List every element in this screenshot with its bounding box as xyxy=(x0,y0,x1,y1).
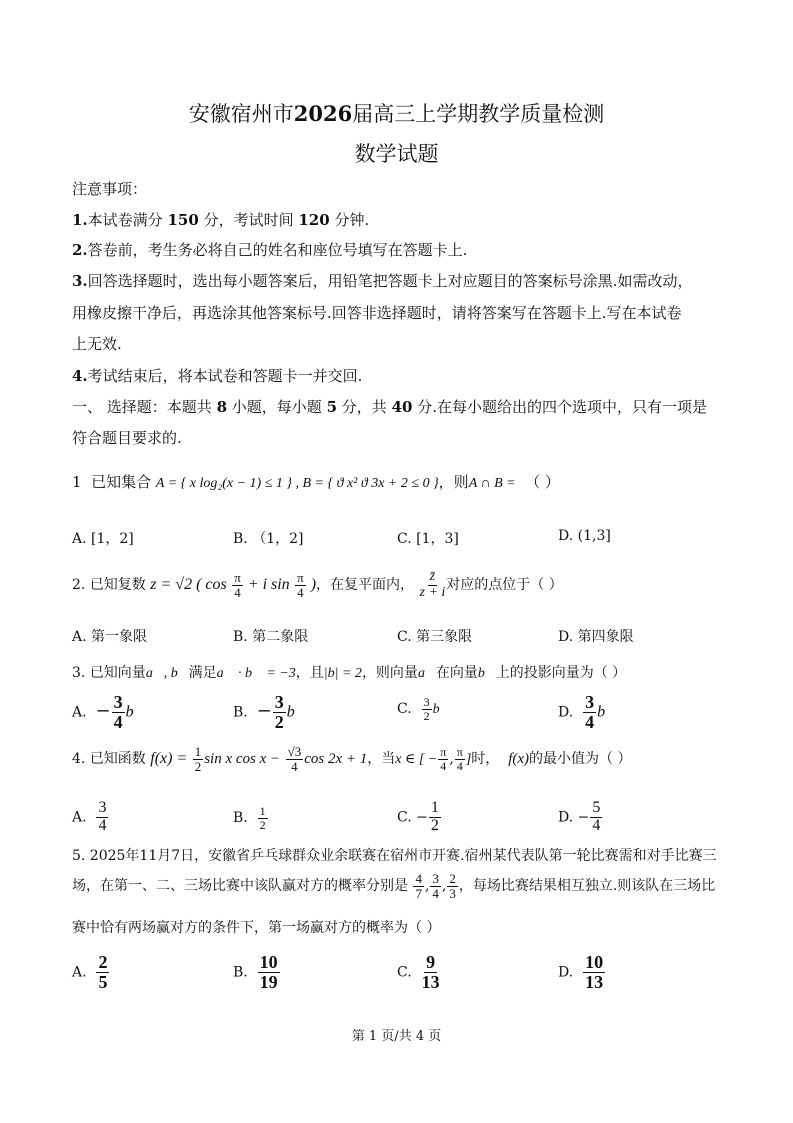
question-1-stem: 1 已知集合 A = { x log₂(x − 1) ≤ 1 } , B = { ϑ x² ϑ 3x + 2 ≤ 0 }，则A ∩ B = （ ） xyxy=(72,473,560,491)
q1-option-d: D. (1,3] xyxy=(558,528,611,544)
q1-option-b: B. （1，2] xyxy=(233,531,304,547)
notes-heading: 注意事项： xyxy=(72,180,148,198)
question-5-line-2: 场，在第一、二、三场比赛中该队赢对方的概率分别是 $\frac{4}{7}$ , $\frac{3}{4}$ , $\frac{2}{3}$ ，每场比赛结果相互独立.则该队在三场比 xyxy=(72,871,716,901)
note-3-line-3: 上无效. xyxy=(72,335,122,353)
q4-option-d: D. − $\frac{5}{4}$ xyxy=(558,799,601,834)
q1-option-c: C. [1，3] xyxy=(397,531,459,547)
note-1: 1.本试卷满分 150 分，考试时间 120 分钟. xyxy=(72,211,370,229)
exam-subtitle: 数学试题 xyxy=(354,142,439,166)
question-3-stem: 3. 已知向量a⃗, b⃗满足a⃗ · b⃗ = −3，且|b| = 2，则向量a⃗在向量b⃗上的投影向量为（ ） xyxy=(72,665,627,681)
q2-option-b: B. 第二象限 xyxy=(233,629,309,645)
q1-sets: A = { x log₂(x − 1) ≤ 1 } , B = { ϑ x² ϑ 3x + 2 ≤ 0 } xyxy=(155,476,439,491)
q5-option-d: D. $\frac{10}{13}$ xyxy=(558,952,604,992)
section-1-header-line-2: 符合题目要求的. xyxy=(72,429,182,447)
q4-option-a: A. $\frac{3}{4}$ xyxy=(72,799,107,834)
title-year: 2026 xyxy=(293,101,353,126)
question-4-stem: 4. 已知函数 f(x) = $\frac{1}{2}$ sin x cos x − $\frac{√3}{4}$ cos 2x + 1，当x ∈ [ − $\frac{\pi}{4}$ , $\frac{\pi}{4}$ ]时， f(x)的最小值为（ ） xyxy=(72,744,632,774)
note-2: 2.答卷前，考生务必将自己的姓名和座位号填写在答题卡上. xyxy=(72,241,468,259)
question-5-line-1: 5. 2025年11月7日，安徽省乒乓球群众业余联赛在宿州市开赛.宿州某代表队第一轮比赛需和对手比赛三 xyxy=(72,848,717,864)
title-prefix: 安徽宿州市 xyxy=(188,102,294,126)
q2-option-d: D. 第四象限 xyxy=(558,629,634,645)
q2-option-c: C. 第三象限 xyxy=(397,629,473,645)
section-1-header: 一、 选择题：本题共 8 小题，每小题 5 分，共 40 分.在每小题给出的四个选项中，只有一项是 xyxy=(72,398,708,416)
q1-option-a: A. [1，2] xyxy=(72,531,134,547)
note-4: 4.考试结束后，将本试卷和答题卡一并交回. xyxy=(72,367,363,385)
page-footer: 第 1 页/共 4 页 xyxy=(351,1029,442,1044)
title-suffix: 届高三上学期教学质量检测 xyxy=(352,102,605,126)
question-2-stem: 2. 已知复数 z = √2 ( cos $\frac{\pi}{4}$ + i sin $\frac{\pi}{4}$ )，在复平面内， $\frac{z̄}{z + i}$ 对应的点位于（ ） xyxy=(72,569,563,600)
q5-option-b: B. $\frac{10}{19}$ xyxy=(233,952,278,992)
q2-option-a: A. 第一象限 xyxy=(72,629,148,645)
question-5-line-3: 赛中恰有两场赢对方的条件下，第一场赢对方的概率为（ ） xyxy=(72,920,441,936)
q3-option-d: D. $\frac{3}{4}$ b⃗ xyxy=(558,692,618,732)
q3-option-b: B. − $\frac{3}{2}$ b⃗ xyxy=(233,692,308,732)
q5-option-a: A. $\frac{2}{5}$ xyxy=(72,952,108,992)
q3-option-c: C. $\frac{3}{2}$ b⃗ xyxy=(397,695,451,723)
q4-option-c: C. − $\frac{1}{2}$ xyxy=(397,799,439,834)
exam-title xyxy=(0,98,793,128)
q3-option-a: A. − $\frac{3}{4}$ b⃗ xyxy=(72,692,147,732)
q4-option-b: B. $\frac{1}{2}$ xyxy=(233,804,266,832)
note-3-line-1: 3.回答选择题时，选出每小题答案后，用铅笔把答题卡上对应题目的答案标号涂黑.如需改动， xyxy=(72,272,693,290)
note-3-line-2: 用橡皮擦干净后，再选涂其他答案标号.回答非选择题时，请将答案写在答题卡上.写在本试卷 xyxy=(72,304,682,322)
q5-option-c: C. $\frac{9}{13}$ xyxy=(397,952,440,992)
